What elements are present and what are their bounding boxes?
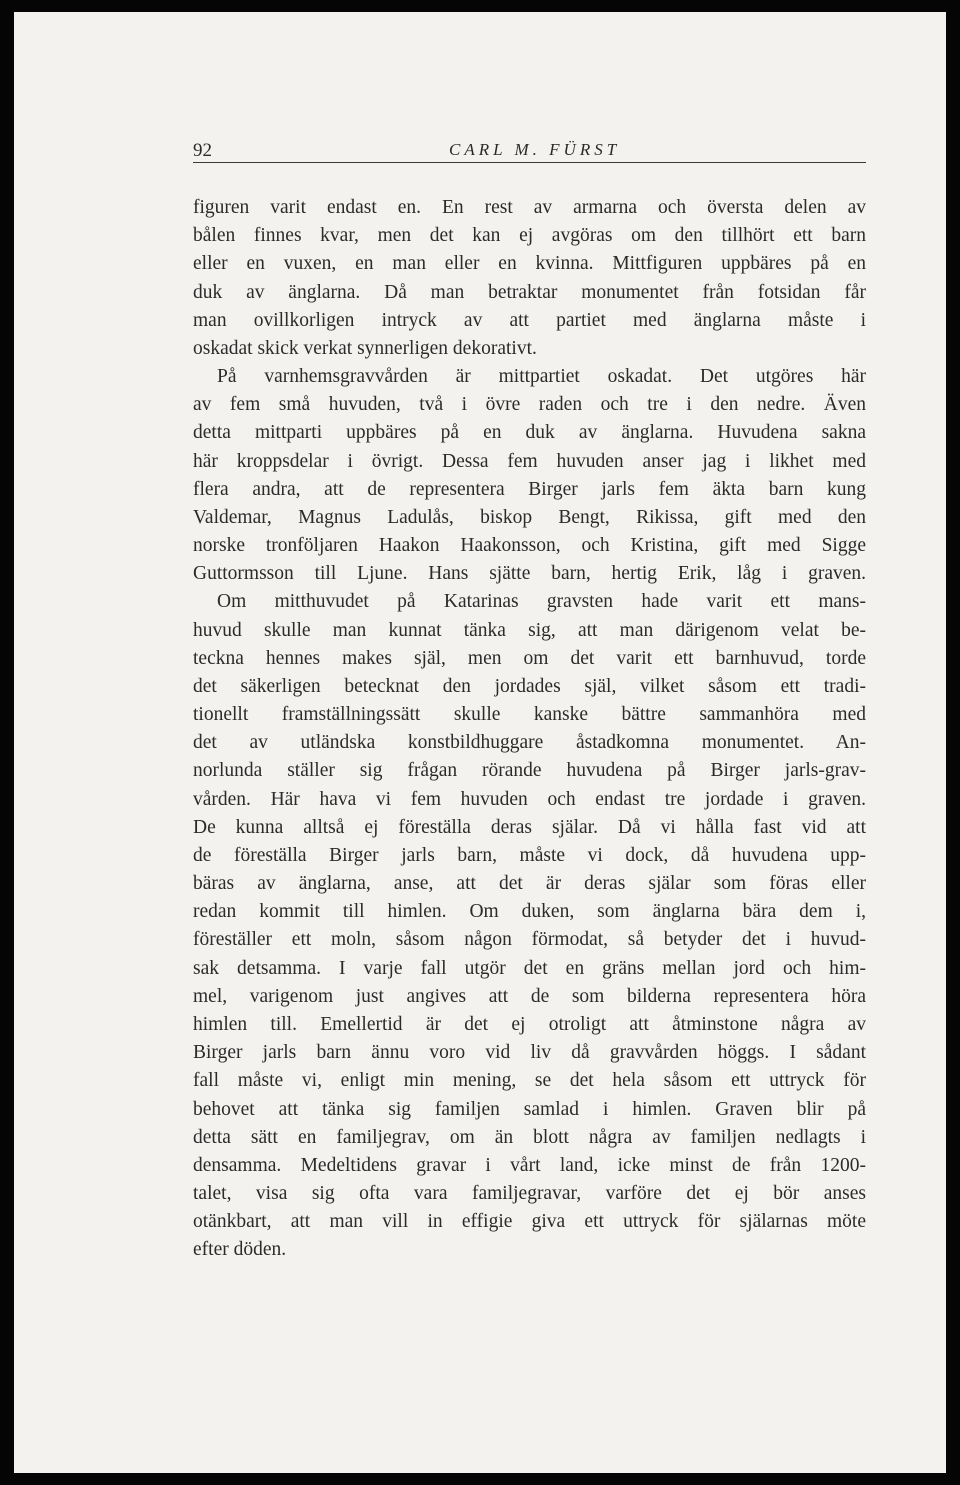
text-line: mel, varigenom just angives att de som bilderna representera höra [193,985,866,1007]
body-text [193,194,866,1265]
text-line: norske tronföljaren Haakon Haakonsson, och Kristina, gift med Sigge [193,535,866,557]
text-line: fall måste vi, enligt min mening, se det hela såsom ett uttryck för [193,1070,866,1092]
text-line: Guttormsson till Ljune. Hans sjätte barn, hertig Erik, låg i graven. [193,563,866,585]
text-line: vården. Här hava vi fem huvuden och endast tre jordade i graven. [193,788,866,810]
text-line: detta sätt en familjegrav, om än blott några av familjen nedlagts i [193,1126,866,1148]
text-line: det av utländska konstbildhuggare åstadkomna monumentet. An- [193,732,866,754]
text-line: Om mitthuvudet på Katarinas gravsten hade varit ett mans- [217,591,866,613]
text-line: huvud skulle man kunnat tänka sig, att man därigenom velat be- [193,619,866,641]
text-line: sak detsamma. I varje fall utgör det en gräns mellan jord och him- [193,957,866,979]
text-line: bäras av änglarna, anse, att det är deras själar som föras eller [193,873,866,895]
text-line: figuren varit endast en. En rest av armarna och översta delen av [193,197,866,218]
text-line: redan kommit till himlen. Om duken, som änglarna bära dem i, [193,901,866,923]
running-title: CARL M. FÜRST [449,140,621,159]
text-line: Valdemar, Magnus Ladulås, biskop Bengt, Rikissa, gift med den [193,506,866,528]
text-line: himlen till. Emellertid är det ej otroligt att åtminstone några av [193,1013,866,1035]
running-header [193,140,866,162]
text-line: oskadat skick verkat synnerligen dekorativt. [193,337,537,359]
text-line: bålen finnes kvar, men det kan ej avgöras om den tillhört ett barn [193,225,866,247]
page-number: 92 [193,140,212,161]
text-line: detta mittparti uppbäres på en duk av änglarna. Huvudena sakna [193,422,866,444]
text-line: man ovillkorligen intryck av att partiet med änglarna måste i [193,309,866,331]
text-line: talet, visa sig ofta vara familjegravar, varföre det ej bör anses [193,1183,866,1205]
text-line: tionellt framställningssätt skulle kanske bättre sammanhöra med [193,704,866,726]
text-line: På varnhemsgravvården är mittpartiet oskadat. Det utgöres här [217,366,866,388]
text-line: otänkbart, att man vill in effigie giva ett uttryck för själarnas möte [193,1211,866,1233]
text-line: flera andra, att de representera Birger jarls fem äkta barn kung [193,478,866,500]
text-line: eller en vuxen, en man eller en kvinna. Mittfiguren uppbäres på en [193,253,866,275]
text-line: behovet att tänka sig familjen samlad i himlen. Graven blir på [193,1098,866,1120]
text-line: De kunna alltså ej föreställa deras själar. Då vi hålla fast vid att [193,816,866,838]
text-line: av fem små huvuden, två i övre raden och tre i den nedre. Även [193,394,866,416]
text-line: föreställer ett moln, såsom någon förmodat, så betyder det i huvud- [193,929,866,951]
text-line: duk av änglarna. Då man betraktar monumentet från fotsidan får [193,281,866,303]
text-line: de föreställa Birger jarls barn, måste vi dock, då huvudena upp- [193,844,866,866]
text-line: efter döden. [193,1239,287,1261]
text-line: densamma. Medeltidens gravar i vårt land, icke minst de från 1200- [193,1154,866,1176]
text-line: norlunda ställer sig frågan rörande huvudena på Birger jarls-grav- [193,760,866,782]
text-line: det säkerligen betecknat den jordades själ, vilket såsom ett tradi- [193,675,866,697]
text-line: här kroppsdelar i övrigt. Dessa fem huvuden anser jag i likhet med [193,450,866,472]
text-line: teckna hennes makes själ, men om det varit ett barnhuvud, torde [193,647,866,669]
text-line: Birger jarls barn ännu voro vid liv då gravvården höggs. I sådant [193,1042,866,1064]
header-rule [193,162,866,163]
